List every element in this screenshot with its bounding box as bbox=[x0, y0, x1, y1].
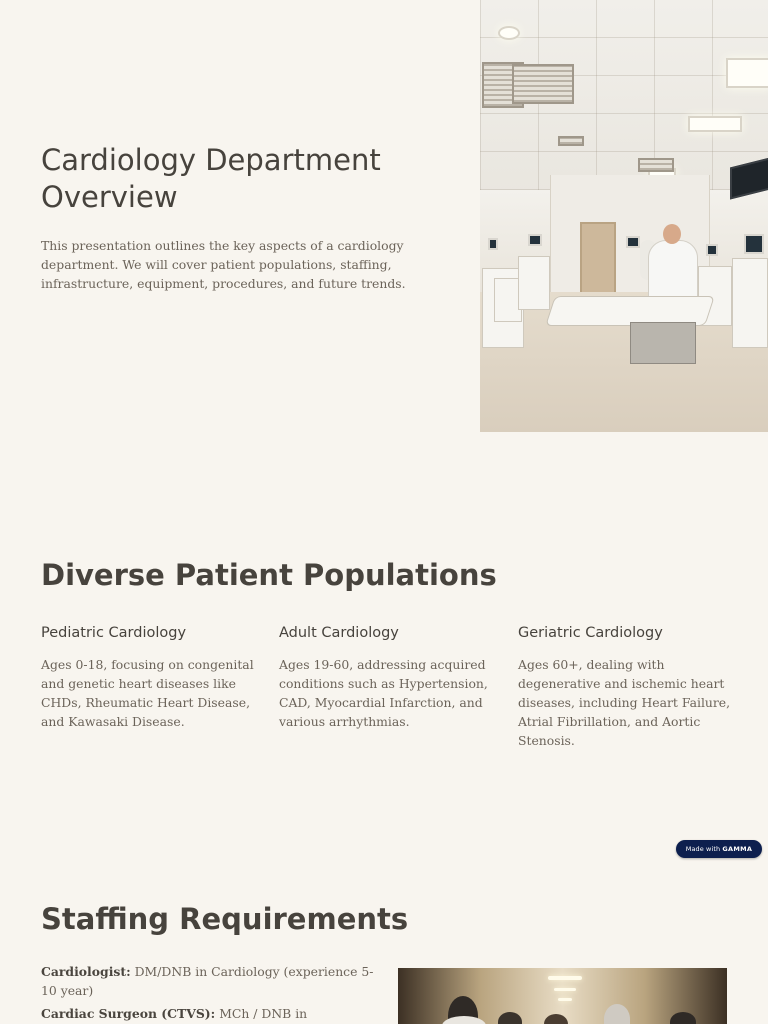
population-card-title: Pediatric Cardiology bbox=[41, 625, 187, 641]
population-card-text: Ages 60+, dealing with degenerative and ischemic heart diseases, including Heart Failure, Atrial Fibrillation, and Aortic Stenosis. bbox=[518, 657, 731, 748]
slide-intro-text: This presentation outlines the key aspects of a cardiology department. We will cover patient populations, staffing, infrastructure, equipment, procedures, and future trends. bbox=[41, 238, 406, 291]
staff-item-cardiologist bbox=[41, 962, 381, 1000]
badge-prefix: Made with bbox=[685, 845, 721, 853]
gamma-logo: GAMMA bbox=[722, 845, 753, 853]
population-card-title: Geriatric Cardiology bbox=[518, 625, 663, 641]
slide-title: Cardiology Department Overview bbox=[41, 143, 381, 214]
population-card-text: Ages 19-60, addressing acquired conditions such as Hypertension, CAD, Myocardial Infarction, and various arrhythmias. bbox=[279, 657, 488, 729]
staffing-list bbox=[41, 962, 381, 1024]
staff-item-cardiac-surgeon bbox=[41, 1004, 381, 1023]
populations-title: Diverse Patient Populations bbox=[41, 558, 497, 592]
population-card-geriatric bbox=[518, 623, 733, 750]
population-card-adult bbox=[279, 623, 494, 731]
staff-detail: DM/DNB in Cardiology (experience 5-10 year) bbox=[41, 964, 374, 998]
staffing-title: Staffing Requirements bbox=[41, 902, 409, 936]
population-card-title: Adult Cardiology bbox=[279, 625, 399, 641]
staff-role: Cardiac Surgeon (CTVS): bbox=[41, 1006, 216, 1021]
clinic-room-image bbox=[480, 0, 768, 432]
hospital-corridor-image bbox=[398, 968, 727, 1024]
staff-role: Cardiologist: bbox=[41, 964, 131, 979]
made-with-gamma-badge[interactable] bbox=[676, 840, 762, 858]
population-card-text: Ages 0-18, focusing on congenital and genetic heart diseases like CHDs, Rheumatic Heart Disease, and Kawasaki Disease. bbox=[41, 657, 254, 729]
staff-detail: MCh / DNB in bbox=[219, 1006, 308, 1021]
population-card-pediatric bbox=[41, 623, 256, 731]
